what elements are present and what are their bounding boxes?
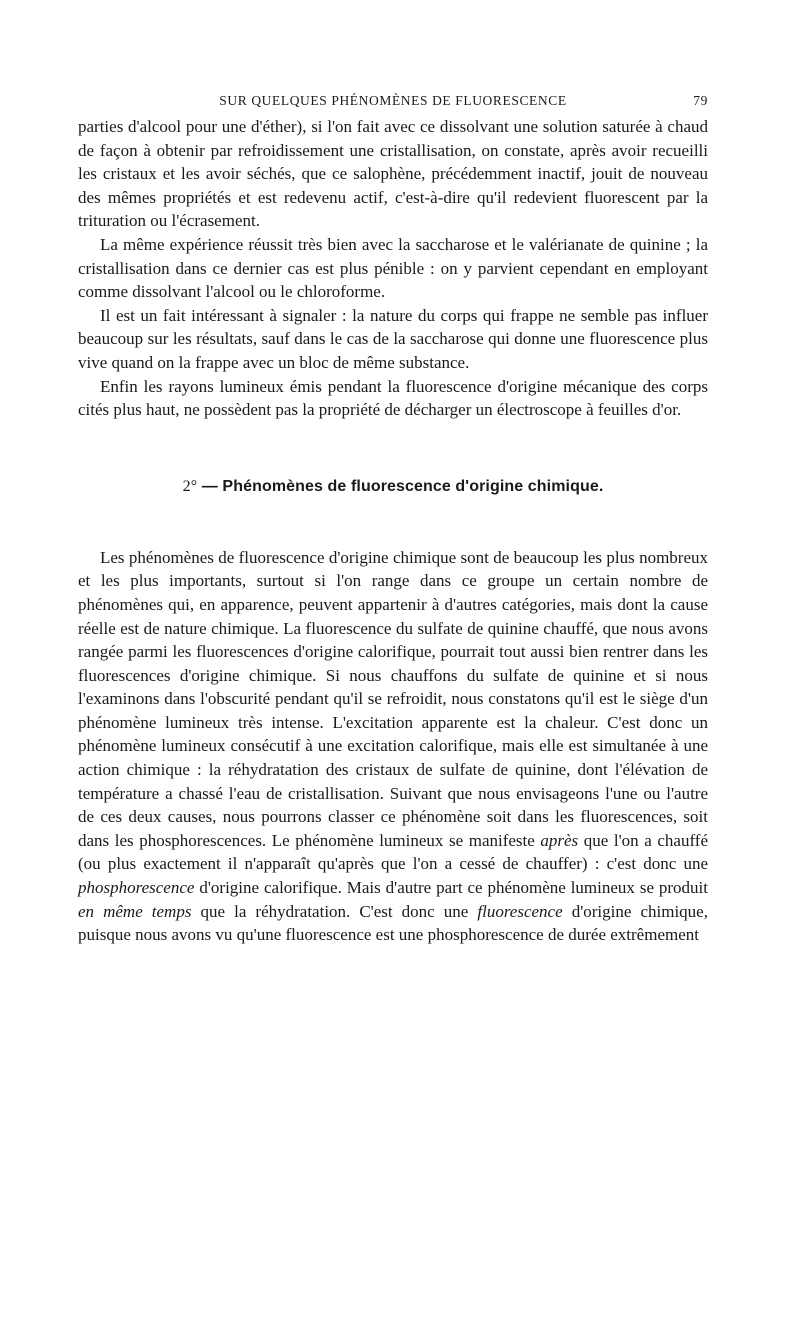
section-heading — [78, 478, 708, 496]
paragraph-text-part3: d'origine calorifique. Mais d'autre part ce phénomène lumineux se produit — [194, 878, 708, 898]
section-title: — Phénomènes de fluorescence d'origine chimique. — [201, 477, 604, 495]
paragraph-saccharose: La même expérience réussit très bien avec la saccharose et le valérianate de quinine ; la cristallisation dans ce dernier cas est plus pénible : on y parvient cependant en employant comme dissolvant l'alcool ou le chloroforme. — [78, 234, 708, 302]
paragraph-text-part2: que l'on a chauffé (ou plus exactement il n'apparaît qu'après que l'on a cessé de chauffer) : c'est donc une — [78, 830, 709, 874]
paragraph-text-part4: que la réhydratation. C'est donc une — [191, 901, 478, 921]
section-number: 2° — [182, 477, 198, 495]
book-page — [78, 93, 708, 947]
paragraph-text-part5: d'origine chimique, puisque nous avons vu qu'une fluorescence est une phosphorescence de durée extrêmement — [78, 901, 708, 945]
paragraph-fluorescence-chimique — [78, 546, 708, 947]
emphasis-en-meme-temps: en même temps — [78, 901, 192, 921]
emphasis-apres: après — [540, 830, 579, 850]
running-header — [78, 93, 708, 115]
paragraph-continuation: parties d'alcool pour une d'éther), si l'on fait avec ce dissolvant une solution saturée à chaud de façon à obtenir par refroidissement une cristallisation, on constate, après avoir recueilli les cristaux et les avoir séchés, que ce salophène, précédemment inactif, jouit de nouveau des mêmes propriétés et est redevenu actif, c'est-à-dire qu'il redevient fluorescent par la trituration ou l'écrasement. — [78, 117, 708, 231]
paragraph-nature-du-corps: Il est un fait intéressant à signaler : la nature du corps qui frappe ne semble pas influer beaucoup sur les résultats, sauf dans le cas de la saccharose qui donne une fluorescence plus vive quand on la frappe avec un bloc de même substance. — [78, 305, 708, 372]
emphasis-fluorescence: fluorescence — [477, 901, 563, 921]
page-number: 79 — [693, 93, 708, 108]
running-title: SUR QUELQUES PHÉNOMÈNES DE FLUORESCENCE — [219, 93, 567, 108]
paragraph-electroscope: Enfin les rayons lumineux émis pendant la fluorescence d'origine mécanique des corps cités plus haut, ne possèdent pas la propriété de décharger un électroscope à feuilles d'or. — [78, 376, 708, 420]
emphasis-phosphorescence: phosphorescence — [78, 878, 195, 898]
paragraph-text-part1: Les phénomènes de fluorescence d'origine chimique sont de beaucoup les plus nombreux et les plus importants, surtout si l'on range dans ce groupe un certain nombre de phénomènes qui, en apparence, peuvent appartenir à d'autres catégories, mais dont la cause réelle est de nature chimique. La fluorescence du sulfate de quinine chauffé, que nous avons rangée parmi les fluorescences d'origine calorifique, pourrait tout aussi bien rentrer dans les fluorescences d'origine chimique. Si nous chauffons du sulfate de quinine et si nous l'examinons dans l'obscurité pendant qu'il se refroidit, nous constatons qu'il est le siège d'un phénomène lumineux très intense. L'excitation apparente est la chaleur. C'est donc un phénomène lumineux consécutif à une excitation calorifique, mais elle est simultanée à une action chimique : la réhydratation des cristaux de sulfate de quinine, dont l'élévation de température a chassé l'eau de cristallisation. Suivant que nous envisageons l'une ou l'autre de ces deux causes, nous pourrons classer ce phénomène soit dans les fluorescences, soit dans les phosphorescences. Le phénomène lumineux se manifeste — [78, 547, 708, 850]
